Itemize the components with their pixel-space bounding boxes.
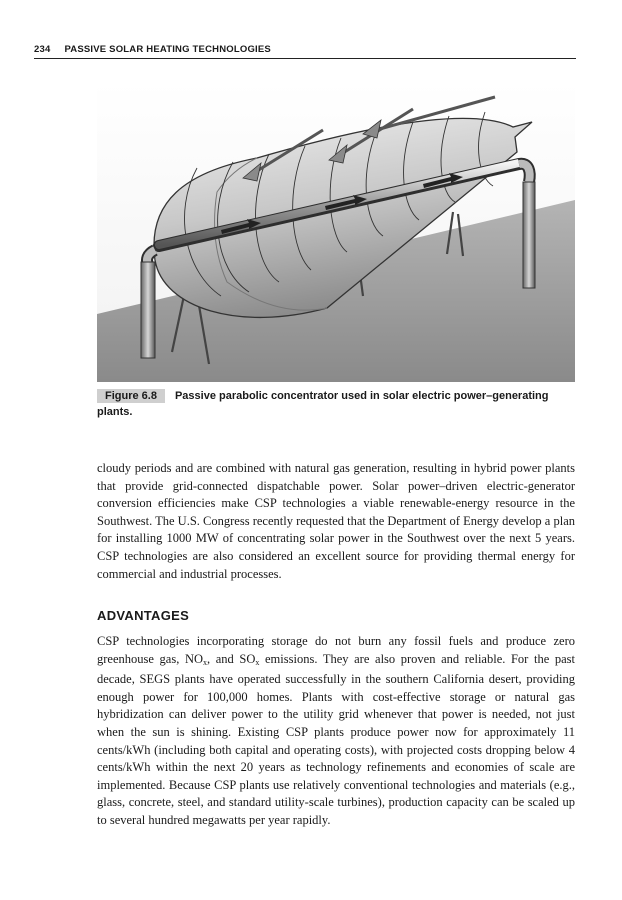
right-support-post bbox=[523, 182, 535, 288]
figure-caption bbox=[97, 388, 575, 420]
left-support-post bbox=[141, 262, 155, 358]
figure-caption-text: Passive parabolic concentrator used in solar electric power–generating plants. bbox=[97, 390, 549, 418]
paragraph-2-part-1: CSP technologies incorporating storage do not burn any fossil fuels and produce zero greenhouse gas, NO bbox=[97, 634, 575, 666]
paragraph-2 bbox=[97, 633, 575, 830]
running-title: PASSIVE SOLAR HEATING TECHNOLOGIES bbox=[64, 44, 271, 55]
sox-subscript: x bbox=[255, 657, 260, 667]
page-number: 234 bbox=[34, 44, 51, 55]
running-head bbox=[34, 44, 576, 59]
parabolic-trough-illustration bbox=[97, 82, 575, 382]
nox-subscript: x bbox=[203, 657, 207, 667]
figure-label: Figure 6.8 bbox=[97, 389, 165, 403]
section-heading: ADVANTAGES bbox=[97, 608, 190, 623]
paragraph-1: cloudy periods and are combined with natural gas generation, resulting in hybrid power plants that provide grid-connected dispatchable power. Solar power–driven electric-generator conversion efficiencies make CSP technologies a viable renewable-energy resource in the Southwest. The U.S. Congress recently requested that the Department of Energy develop a plan for installing 1000 MW of concentrating solar power in the Southwest over the next 5 years. CSP technologies are also considered an excellent source for providing thermal energy for commercial and industrial processes. bbox=[97, 461, 575, 581]
paragraph-2-part-3: emissions. They are also proven and reliable. For the past decade, SEGS plants have operated successfully in the southern California desert, providing enough power for 100,000 homes. Plants with cost-effective storage or natural gas hybridization can deliver power to the utility grid whenever that power is needed, not just when the sun is shining. Existing CSP plants produce power now for approximately 11 cents/kWh (including both capital and operating costs), with projected costs dropping below 4 cents/kWh within the next 20 years as technology refinements and economies of scale are implemented. Because CSP plants use relatively conventional technologies and materials (e.g., glass, concrete, steel, and standard utility-scale turbines), production capacity can be scaled up to several hundred megawatts per year rapidly. bbox=[97, 651, 575, 827]
paragraph-2-part-2: , and SO bbox=[207, 651, 256, 666]
